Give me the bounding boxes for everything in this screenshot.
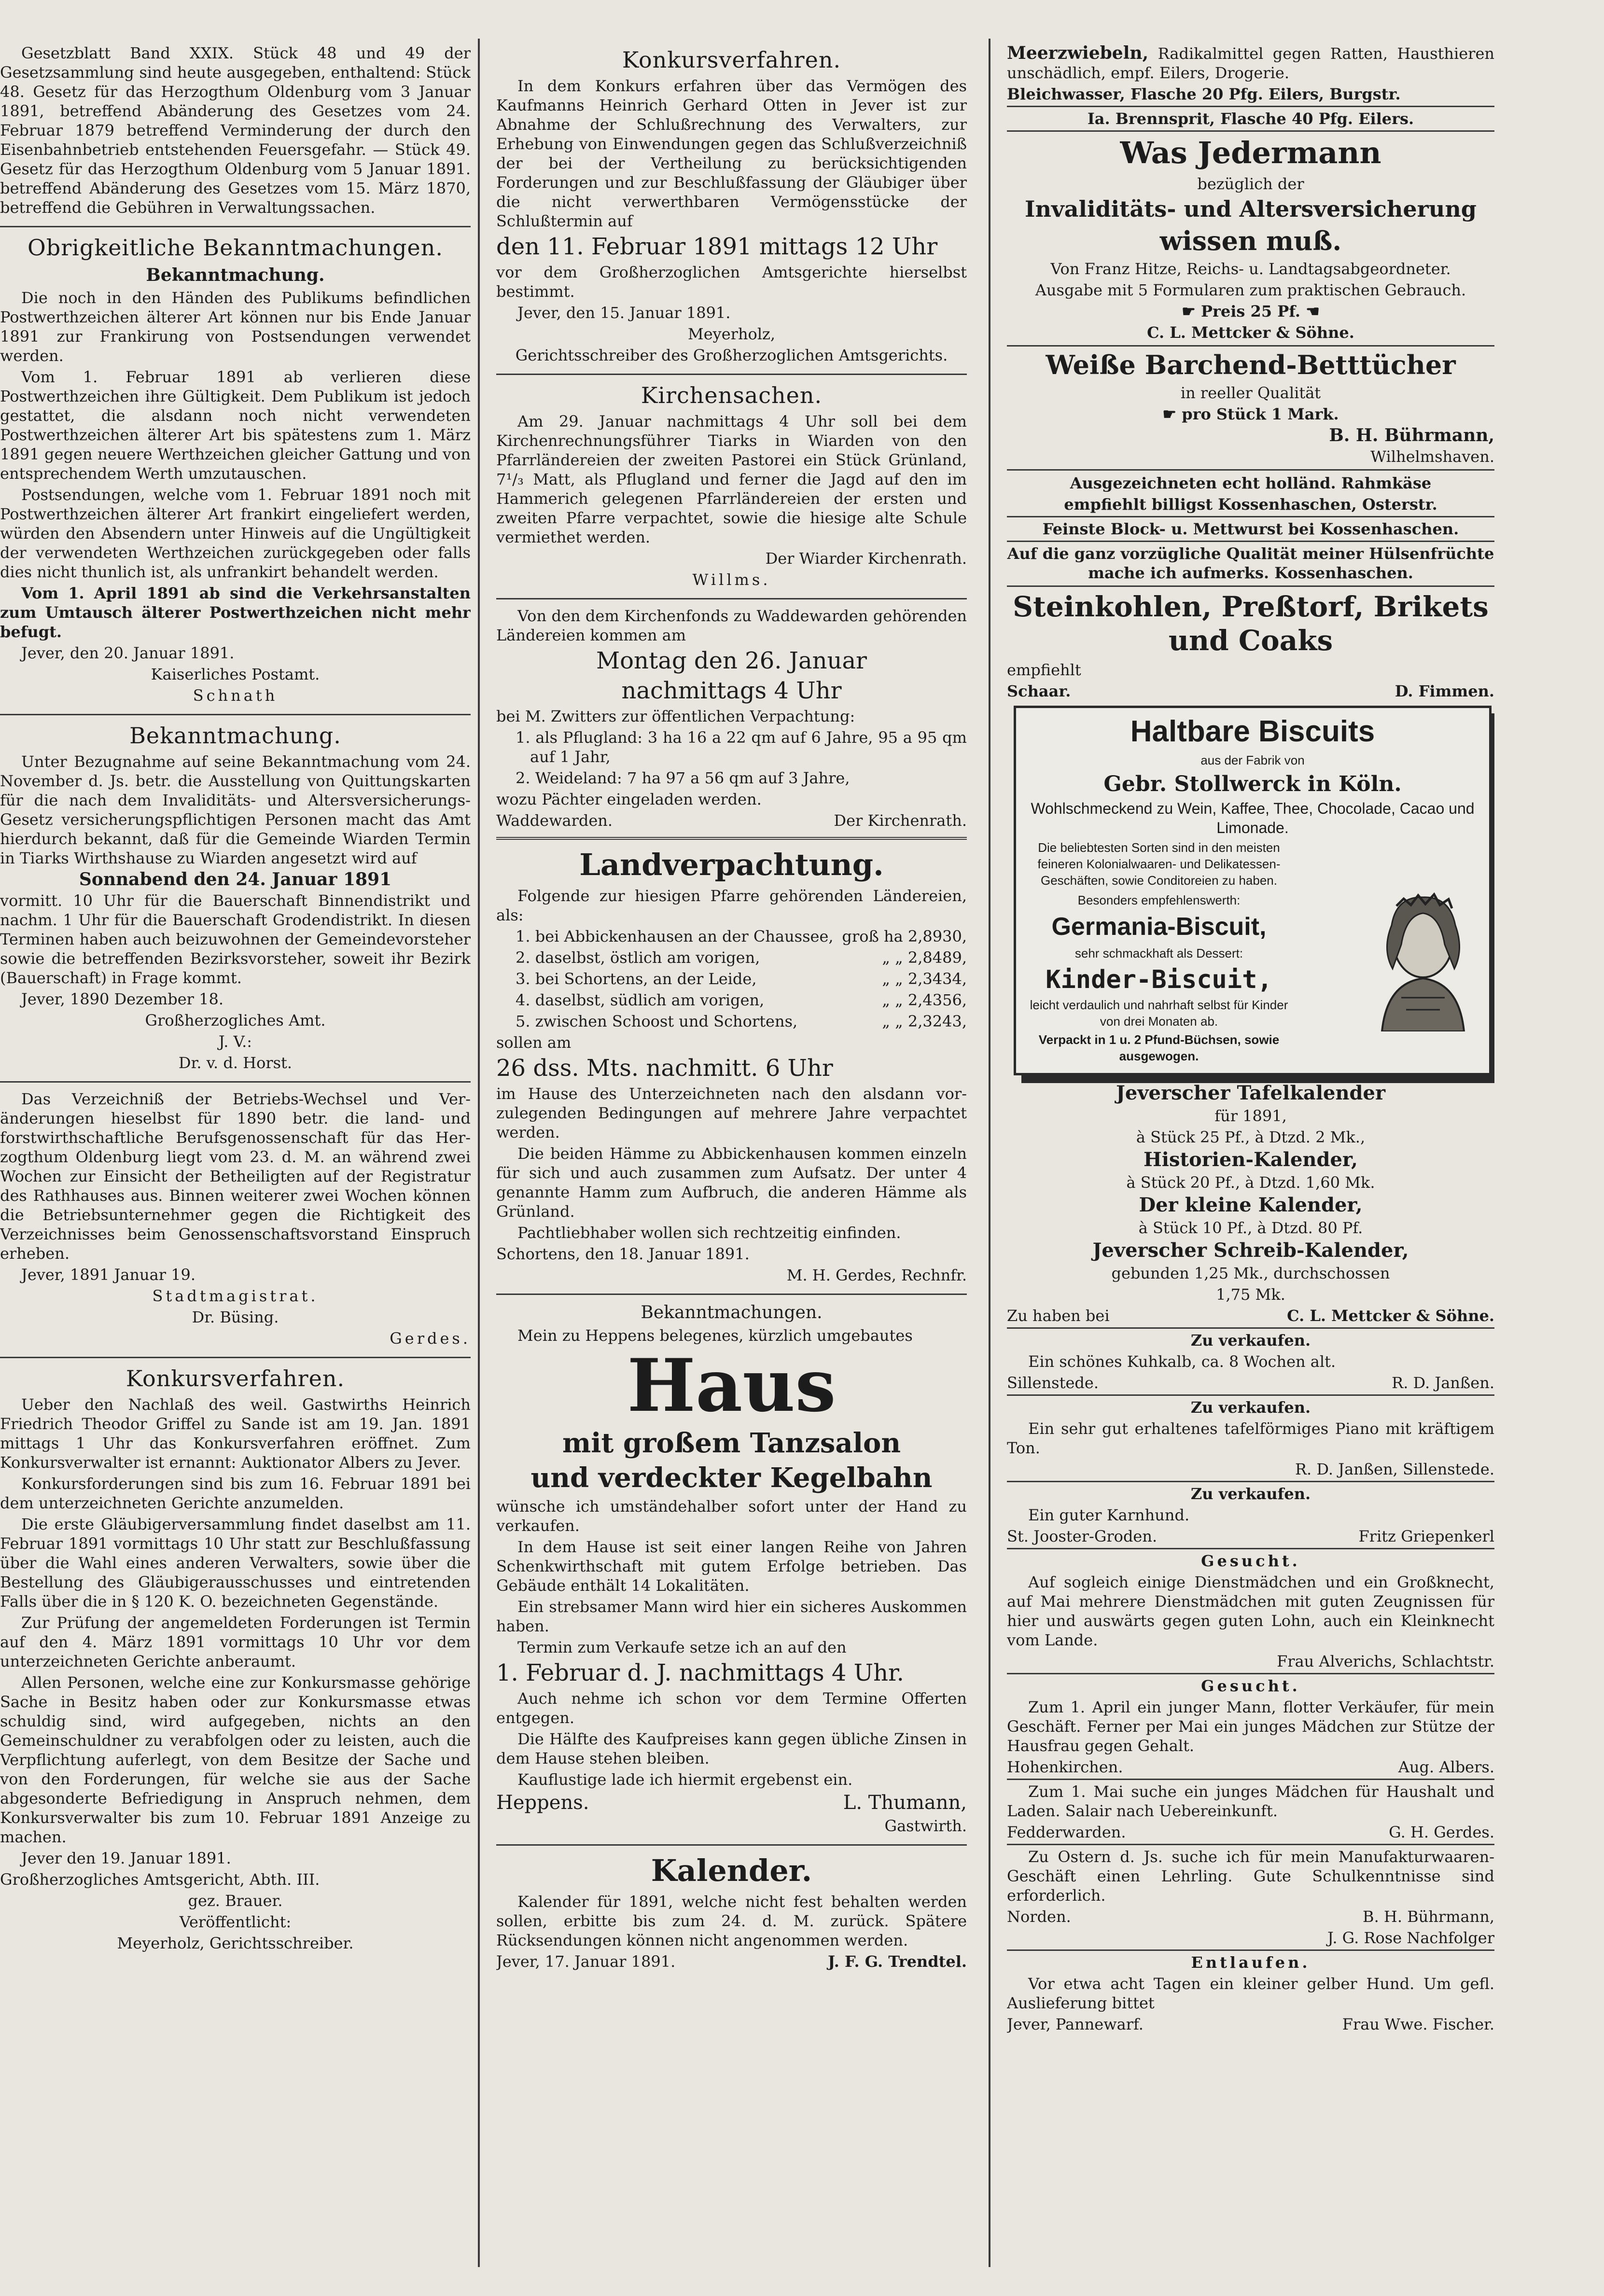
column-middle [496,43,967,2257]
divider [1007,130,1494,132]
germania-bust-image [1367,887,1478,1031]
notice-text: Kauflustige lade ich hiermit ergebenst ein. [517,1770,853,1789]
ad-firm: R. D. Janßen, Sillenstede. [1295,1460,1494,1478]
notice-text: Ein strebsamer Mann wird hier ein sicheres Auskommen haben. [496,1598,967,1635]
ad-text: empfiehlt [1007,661,1081,679]
ad-subtitle: mit großem Tanzsalon [562,1427,901,1459]
notice-text: In dem Konkurs erfahren über das Vermögen des Kaufmanns Heinrich Gerhard Otten in Jever ist zur Abnahme der Schlußrechnung des Verwalters, zur Erhebung von Einwendungen gegen das Schlußverzeichniß der bei der Vertheilung zu berücksichtigenden Forderungen und zur Beschlußfassung der Gläubiger über die nicht verwerthbaren Vermögensstücke der Schlußtermin auf [496,77,967,230]
notice-signature: Gerichtsschreiber des Großherzoglichen Amtsgerichts. [515,346,948,364]
ad-text: Ein guter Karnhund. [1028,1506,1190,1524]
biscuit-text: aus der Fabrik von [1200,753,1305,767]
notice-date: Jever, 17. Januar 1891. [496,1952,676,1971]
pointing-hand-icon: ☚ [1300,302,1320,320]
biscuit-text: Die beliebtesten Sorten sind in den meisten feineren Kolonialwaaren- und Delikatessen-Geschäften, sowie Conditoreien zu haben. [1037,840,1281,888]
ad-text: Bleichwasser, Flasche 20 Pfg. Eilers, Burgstr. [1007,85,1401,103]
divider [496,1844,967,1846]
divider [1007,1673,1494,1674]
ad-text: 1,75 Mk. [1216,1285,1285,1304]
notice-day: Sonnabend den 24. Januar 1891 [79,869,392,890]
divider [1007,1548,1494,1549]
biscuit-text: leicht verdaulich und nahrhaft selbst für Kinder von drei Monaten ab. [1030,998,1288,1029]
ad-title: Zu verkaufen. [1190,1331,1311,1350]
land-item-value: „ „ 2,3243, [882,1012,967,1030]
ad-text: Ausgezeichneten echt holländ. Rahmkäse [1070,474,1432,492]
notice-text: sollen am [496,1033,572,1052]
biscuit-text: Wohlschmeckend zu Wein, Kaffee, Thee, Chocolade, Cacao und Limonade. [1031,800,1475,836]
notice-signature: Dr. v. d. Horst. [178,1054,293,1072]
notice-signature: Großherzogliches Amtsgericht, Abth. III. [0,1870,320,1889]
notice-title: Bekanntmachung. [129,723,341,749]
section-title: Obrigkeitliche Bekanntmachungen. [28,235,443,261]
notice-date: Jever, den 15. Januar 1891. [517,304,731,322]
ad-title: Jeverscher Tafelkalender [1116,1082,1386,1104]
ad-place: Fedderwarden. [1007,1823,1126,1841]
notice-text: Zur Prüfung der angemeldeten Forderungen ist Termin auf den 4. März 1891 vormittags 10 Uhr vor dem unterzeichneten Gerichte anberaumt. [0,1614,471,1670]
gesetzblatt-notice: Gesetzblatt Band XXIX. Stück 48 und 49 der Gesetzsammlung sind heute ausgegeben, enthaltend: Stück 48. Gesetz für das Herzogthum Oldenburg vom 3 Januar 1891, betreffend Abänderung des Gesetzes vom 24. Februar 1879 betreffend Verminderung der durch den Eisenbahnbetrieb entstehenden Feuersgefahr. — Stück 49. Gesetz für das Herzogthum Oldenburg vom 5 Januar 1891. betreffend Abänderung des Gesetzes vom 15. März 1870, betreffend die Gebühren in Verwaltungssachen. [0,44,471,217]
ad-text: in reeller Qualität [1180,384,1321,402]
divider [0,1081,471,1083]
notice-text: vor dem Großherzoglichen Amtsgerichte hierselbst bestimmt. [496,263,967,301]
ad-text: gebunden 1,25 Mk., durchschossen [1111,1264,1390,1282]
notice-signature: Großherzogliches Amt. [145,1011,326,1030]
notice-text: Vom 1. Februar 1891 ab verlieren diese Postwerthzeichen ihre Gültigkeit. Dem Publikum ist jedoch gestattet, die alsdann noch nicht verwendeten Postwerthzeichen älterer Art bis spätestens zum 1. März 1891 gegen neuere Werthzeichen gleicher Gattung und von entsprechendem Werth umzutauschen. [0,368,471,483]
divider [1007,345,1494,347]
ad-text: Ein schönes Kuhkalb, ca. 8 Wochen alt. [1028,1352,1336,1371]
notice-signature: Der Wiarder Kirchenrath. [765,549,967,568]
list-item: 2. Weideland: 7 ha 97 a 56 qm auf 3 Jahre, [516,769,850,787]
ad-firm: Fritz Griepenkerl [1358,1527,1494,1545]
ad-firm: C. L. Mettcker & Söhne. [1147,323,1354,342]
ad-text: Ein sehr gut erhaltenes tafelförmiges Piano mit kräftigem Ton. [1007,1419,1494,1457]
divider [496,598,967,599]
ad-text: Von Franz Hitze, Reichs- u. Landtagsabgeordneter. [1050,260,1451,278]
ad-title: Haus [627,1343,836,1428]
ad-place: Norden. [1007,1907,1071,1926]
ad-text: Auf die ganz vorzügliche Qualität meiner Hülsenfrüchte mache ich aufmerks. Kossenhaschen. [1007,544,1494,582]
notice-title: Bekanntmachung. [146,265,325,285]
notice-signature: Veröffentlicht: [179,1913,292,1931]
ad-title: Was Jedermann [1120,135,1381,170]
land-item-value: „ „ 2,3434, [882,970,967,988]
notice-signature: Kaiserliches Postamt. [151,665,320,683]
notice-signature: Willms. [692,571,771,589]
ad-subtitle: und verdeckter Kegelbahn [530,1462,933,1494]
notice-date-large: 26 dss. Mts. nachmitt. 6 Uhr [496,1055,833,1082]
ad-title: Weiße Barchend-Betttücher [1046,349,1456,380]
ad-title: Historien-Kalender, [1144,1148,1358,1171]
ad-firm: C. L. Mettcker & Söhne. [1287,1307,1494,1325]
ad-text: Zum 1. April ein junger Mann, flotter Verkäufer, für mein Geschäft. Ferner per Mai ein junges Mädchen zur Stütze der Hausfrau gegen Gehalt. [1007,1698,1494,1755]
ad-firm: D. Fimmen. [1395,682,1494,700]
notice-text: Die Hälfte des Kaufpreises kann gegen übliche Zinsen in dem Hause stehen bleiben. [496,1730,967,1767]
notice-text: im Hause des Unterzeichneten nach den alsdann vorzulegenden Bedingungen auf mehrere Jahre verpachtet werden. [496,1085,967,1141]
ad-firm: R. D. Janßen. [1392,1374,1494,1392]
biscuit-product: Germania-Biscuit, [1051,913,1267,941]
divider [1007,1394,1494,1396]
land-item-name: 2. daselbst, östlich am vorigen, [516,948,760,967]
notice-date-large: den 11. Februar 1891 mittags 12 Uhr [496,233,938,260]
notice-signature: Gerdes. [390,1329,471,1348]
notice-text: bei M. Zwitters zur öffentlichen Verpachtung: [496,707,855,725]
notice-day: Montag den 26. Januar [596,647,867,674]
biscuit-text: sehr schmackhaft als Dessert: [1074,946,1243,960]
divider [496,1294,967,1295]
ad-text: empfiehlt billigst Kossenhaschen, Osterstr. [1064,495,1437,514]
ad-firm: G. H. Gerdes. [1389,1823,1494,1841]
ad-text: Zum 1. Mai suche ein junges Mädchen für Haushalt und Laden. Salair nach Uebereinkunft. [1007,1782,1494,1820]
notice-text: Am 29. Januar nachmittags 4 Uhr soll bei dem Kirchenrechnungsführer Tiarks in Wiarden von den Pfarrländereien der zweiten Pastorei ein Stück Grünland, 7¹/₃ Matt, als Pflugland und ferner die Jagd auf den im Hammerich gelegenen Pfarrländereien der ersten und zweiten Pfarre verpachtet, sowie die hiesige alte Schule vermiethet werden. [496,412,967,546]
ad-title: Zu verkaufen. [1190,1398,1311,1417]
notice-text: Auch nehme ich schon vor dem Termine Offerten entgegen. [496,1689,967,1727]
notice-signature: Schnath [193,686,278,705]
notice-signature: gez. Brauer. [188,1892,283,1910]
notice-text: Die beiden Hämme zu Abbickenhausen kommen einzeln für sich und auch zusammen zum Aufsatz. Der unter 4 genannte Hamm zum Aufbruch, die anderen Hämme als Grünland. [496,1144,967,1221]
ad-subtitle: wissen muß. [1159,225,1342,256]
column-divider [478,39,480,2267]
notice-text: Die noch in den Händen des Publikums befindlichen Postwerthzeichen älterer Art können nur bis Ende Januar 1891 zur Frankirung von Postsendungen verwendet werden. [0,289,471,365]
notice-text: Allen Personen, welche eine zur Konkursmasse gehörige Sache in Besitz haben oder zur Konkursmasse etwas schuldig sind, wird aufgegeben, nichts an den Gemeinschuldner zu verabfolgen oder zu leisten, auch die Verpflichtung auferlegt, von dem Besitze der Sache und von den Forderungen, für welche sie aus der Sache abgesonderte Befriedigung in Anspruch nehmen, dem Konkursverwalter bis zum 10. Februar 1891 Anzeige zu machen. [0,1673,471,1846]
notice-text: Ueber den Nachlaß des weil. Gastwirths Heinrich Friedrich Theodor Griffel zu Sande ist am 19. Jan. 1891 mittags 1 Uhr das Konkursverfahren eröffnet. Zum Konkursverwalter ist ernannt: Auktionator Albers zu Jever. [0,1395,471,1472]
land-item-value: „ „ 2,8489, [882,948,967,967]
divider [496,837,967,840]
land-item-value: „ „ 2,4356, [882,991,967,1009]
ad-text: à Stück 25 Pf., à Dtzd. 2 Mk., [1136,1128,1366,1146]
notice-date-large: 1. Februar d. J. nachmittags 4 Uhr. [496,1659,904,1686]
divider [1007,469,1494,471]
notice-text: wozu Pächter eingeladen werden. [496,790,762,808]
land-item-name: 5. zwischen Schoost und Schortens, [516,1012,798,1030]
notice-signature: J. F. G. Trendtel. [828,1952,967,1971]
ad-text: à Stück 20 Pf., à Dtzd. 1,60 Mk. [1126,1173,1375,1192]
ad-firm: Frau Alverichs, Schlachtstr. [1277,1652,1494,1670]
notice-text: Die erste Gläubigerversammlung findet daselbst am 11. Februar 1891 vormittags 10 Uhr statt zur Beschlußfassung über die Wahl eines anderen Verwalters, sowie über die Bestellung des Gläubigerausschusses und eintretenden Falls über die in § 120 K. O. bezeichneten Gegenstände. [0,1515,471,1611]
notice-text: wünsche ich umständehalber sofort unter der Hand zu verkaufen. [496,1497,967,1535]
ad-place: Wilhelmshaven. [1370,447,1494,466]
ad-firm: Aug. Albers. [1398,1758,1494,1776]
ad-text: bezüglich der [1197,175,1304,193]
notice-title: Konkursverfahren. [126,1365,345,1392]
land-item-name: 3. bei Schortens, an der Leide, [516,970,757,988]
notice-time: nachmittags 4 Uhr [621,677,842,704]
ad-title: Meerzwiebeln, [1007,43,1149,63]
biscuit-ad-box [1014,706,1492,1075]
ad-place: Jever, Pannewarf. [1007,2015,1144,2033]
ad-text: Ia. Brennsprit, Flasche 40 Pfg. Eilers. [1087,110,1414,128]
notice-signature: L. Thumann, [843,1792,967,1814]
divider [0,226,471,227]
notice-signature: Stadtmagistrat. [152,1287,319,1305]
notice-date: Jever den 19. Januar 1891. [21,1849,231,1867]
notice-text: Pachtliebhaber wollen sich rechtzeitig einfinden. [517,1224,901,1242]
notice-date: Jever, 1890 Dezember 18. [21,990,224,1008]
notice-text: Postsendungen, welche vom 1. Februar 1891 noch mit Postwerthzeichen älterer Art frankirt eingeliefert werden, würden den Absendern unter Hinweis auf die Ungültigkeit der verwendeten Werthzeichen zurückgegeben oder falls dies nicht thunlich ist, als unfrankirt behandelt werden. [0,486,471,581]
notice-signature: Dr. Büsing. [192,1308,279,1326]
column-right [1007,43,1494,2257]
ad-place: Sillenstede. [1007,1374,1099,1392]
divider [0,1357,471,1358]
ad-firm: B. H. Bührmann, [1363,1907,1494,1926]
divider [1007,585,1494,587]
ad-firm: Frau Wwe. Fischer. [1342,2015,1494,2033]
notice-text: Mein zu Heppens belegenes, kürzlich umgebautes [517,1326,913,1345]
biscuit-product: Kinder-Biscuit, [1046,965,1272,994]
notice-text: Von den dem Kirchenfonds zu Waddewarden gehörenden Ländereien kommen am [496,607,967,644]
column-left [0,43,471,2257]
ad-place: Hohenkirchen. [1007,1758,1123,1776]
ad-title: Jeverscher Schreib-Kalender, [1092,1239,1409,1262]
ad-title: Entlaufen. [1191,1953,1311,1972]
notice-place: Waddewarden. [496,811,613,830]
land-item-name: 4. daselbst, südlich am vorigen, [516,991,765,1009]
notice-signature: Der Kirchenrath. [834,811,967,830]
notice-text: Kalender für 1891, welche nicht fest behalten werden sollen, erbitte bis zum 24. d. M. zurück. Spätere Rücksendungen können nicht angenommen werden. [496,1892,967,1949]
divider [1007,1949,1494,1951]
ad-place: Schaar. [1007,682,1071,700]
ad-title: Gesucht. [1201,1552,1300,1570]
ad-price: ☛ pro Stück 1 Mark. [1162,405,1339,423]
notice-title: Konkursverfahren. [622,47,841,73]
notice-text: Folgende zur hiesigen Pfarre gehörenden Ländereien, als: [496,887,967,924]
biscuit-firm: Gebr. Stollwerck in Köln. [1103,772,1402,796]
notice-place: Heppens. [496,1792,589,1814]
ad-text: Auf sogleich einige Dienstmädchen und ein Großknecht, auf Mai mehrere Dienstmädchen mit guten Zeugnissen für hier und auswärts gegen guten Lohn, auch ein Kleinknecht vom Lande. [1007,1573,1494,1649]
ad-text: Zu haben bei [1007,1307,1110,1325]
column-divider [989,39,990,2267]
notice-text: Unter Bezugnahme auf seine Bekanntmachung vom 24. November d. Js. betr. die Ausstellung von Quittungskarten für die nach dem Invaliditäts- und Altersversicherungs-Gesetz versicherungspflichtigen Personen macht das Amt hierdurch bekannt, daß für die Gemeinde Wiarden Termin in Tiarks Wirthshause zu Wiarden angesetzt wird auf [0,752,471,867]
biscuit-text: Verpackt in 1 u. 2 Pfund-Büchsen, sowie ausgewogen. [1038,1032,1280,1063]
notice-signature: Gastwirth. [884,1817,967,1835]
notice-text: In dem Hause ist seit einer langen Reihe von Jahren Schenkwirthschaft mit gutem Erfolge betrieben. Das Gebäude enthält 14 Lokalitäten. [496,1538,967,1595]
divider [1007,1844,1494,1845]
ad-firm: B. H. Bührmann, [1329,425,1494,445]
divider [1007,1327,1494,1329]
ad-firm: J. G. Rose Nachfolger [1327,1929,1494,1947]
ad-text: Ausgabe mit 5 Formularen zum praktischen Gebrauch. [1035,281,1466,299]
ad-title: Landverpachtung. [579,847,884,882]
section-title: Kirchensachen. [641,382,823,408]
divider [1007,541,1494,542]
divider [1007,1481,1494,1482]
ad-title: Zu verkaufen. [1190,1485,1311,1503]
ad-place: St. Jooster-Groden. [1007,1527,1158,1545]
ad-text: Feinste Block- u. Mettwurst bei Kossenhaschen. [1042,520,1459,538]
notice-text: Konkursforderungen sind bis zum 16. Februar 1891 bei dem unterzeichneten Gerichte anzumelden. [0,1475,471,1512]
notice-date: Jever, den 20. Januar 1891. [21,644,235,662]
ad-text: für 1891, [1214,1107,1287,1125]
ad-text: Zu Ostern d. Js. suche ich für mein Manufakturwaaren-Geschäft einen Lehrling. Gute Schulkenntnisse sind erforderlich. [1007,1848,1494,1905]
ad-title: Der kleine Kalender, [1139,1194,1363,1216]
list-item: 1. als Pflugland: 3 ha 16 a 22 qm auf 6 Jahre, 95 a 95 qm auf 1 Jahr, [516,728,967,766]
divider [496,374,967,375]
ad-title: Kalender. [651,1853,812,1888]
divider [1007,106,1494,107]
notice-signature: Meyerholz, Gerichtsschreiber. [117,1934,354,1952]
land-item-value: groß ha 2,8930, [842,927,967,946]
notice-text: Das Verzeichniß der Betriebs-Wechsel und Veränderungen hieselbst für 1890 betr. die land- und forstwirthschaftliche Berufsgenossenschaft für das Herzogthum Oldenburg liegt vom 23. d. M. an während zwei Wochen zur Einsicht der Betheiligten auf der Registratur des Rathhauses aus. Binnen weiterer zwei Wochen können die Betriebsunternehmer gegen die Richtigkeit des Verzeichnisses beim Genossenschaftsvorstand Einspruch erheben. [0,1090,471,1263]
ad-price: ☛ Preis 25 Pf. ☚ [1182,302,1320,320]
ad-subtitle: Invaliditäts- und Altersversicherung [1025,196,1477,222]
ad-title: Steinkohlen, Preßtorf, Brikets und Coaks [1013,590,1489,657]
ad-text: Radikalmittel gegen Ratten, Hausthieren unschädlich, empf. Eilers, Drogerie. [1007,44,1494,82]
ad-text: Vor etwa acht Tagen ein kleiner gelber Hund. Um gefl. Auslieferung bittet [1007,1975,1494,2012]
notice-text: Vom 1. April 1891 ab sind die Verkehrsanstalten zum Umtausch älterer Postwerthzeichen nicht mehr befugt. [0,584,471,641]
land-item-name: 1. bei Abbickenhausen an der Chaussee, [516,927,834,946]
pointing-hand-icon: ☛ [1182,302,1201,320]
ad-text: à Stück 10 Pf., à Dtzd. 80 Pf. [1138,1219,1363,1237]
notice-signature: Meyerholz, [687,325,776,343]
notice-text: Termin zum Verkaufe setze ich an auf den [517,1638,847,1656]
ad-title: Gesucht. [1201,1677,1300,1695]
notice-date: Schortens, den 18. Januar 1891. [496,1245,750,1263]
section-title: Bekanntmachungen. [641,1303,823,1322]
biscuit-title: Haltbare Biscuits [1130,715,1375,748]
divider [1007,1779,1494,1780]
pointing-hand-icon: ☛ [1162,405,1182,423]
notice-signature: J. V.: [218,1032,252,1051]
notice-date: Jever, 1891 Januar 19. [21,1266,196,1284]
notice-text: vormitt. 10 Uhr für die Bauerschaft Binnendistrikt und nachm. 1 Uhr für die Bauerschaft Grodendistrikt. In diesen Terminen haben auch beizuwohnen der Gemeindevorsteher sowie die betreffenden Bezirksvorsteher, soweit ihr Bezirk (Bauerschaft) in Frage kommt. [0,891,471,987]
biscuit-text: Besonders empfehlenswerth: [1077,893,1241,907]
divider [0,714,471,715]
divider [1007,516,1494,517]
notice-signature: M. H. Gerdes, Rechnfr. [786,1266,967,1284]
